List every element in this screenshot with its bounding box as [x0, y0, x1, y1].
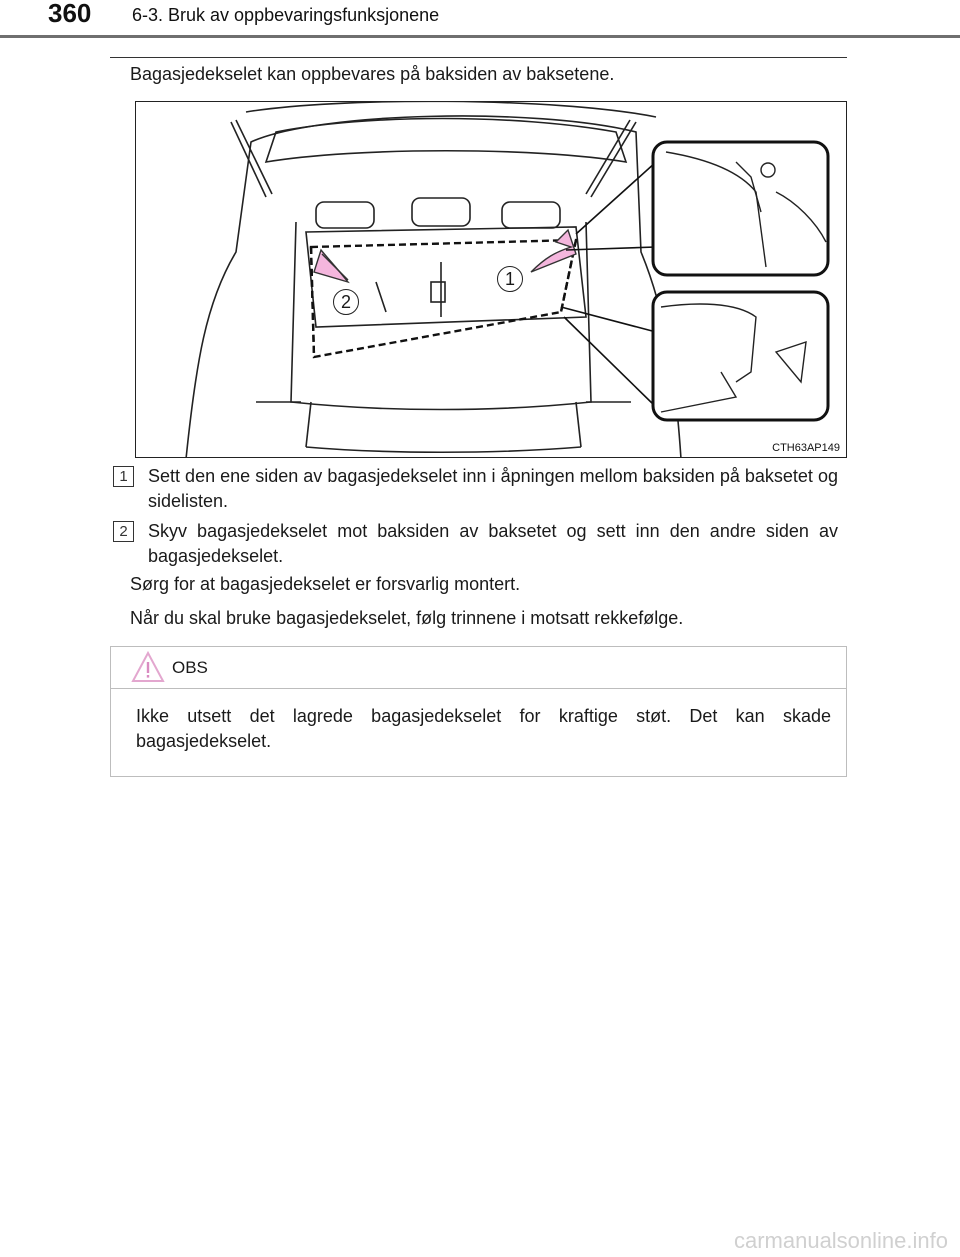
step-2	[113, 519, 843, 569]
caution-text: Ikke utsett det lagrede bagasjedekselet for kraftige støt. Det kan skade bagasjedekselet.	[136, 706, 831, 751]
step-text: Skyv bagasjedekselet mot baksiden av baksetet og sett inn den andre siden av bagasjedekselet.	[148, 521, 838, 566]
header-divider	[0, 35, 960, 38]
step-1	[113, 464, 843, 514]
step-number: 2	[113, 521, 134, 542]
intro-text: Bagasjedekselet kan oppbevares på baksiden av baksetene.	[130, 64, 615, 84]
step-number: 1	[113, 466, 134, 487]
page-number: 360	[48, 0, 92, 28]
step-text: Sett den ene siden av bagasjedekselet inn i åpningen mellom baksiden på baksetet og sidelisten.	[148, 466, 838, 511]
warning-triangle-icon	[131, 651, 165, 683]
note-paragraph: Når du skal bruke bagasjedekselet, følg trinnene i motsatt rekkefølge.	[130, 608, 684, 628]
section-title: 6-3. Bruk av oppbevaringsfunksjonene	[132, 5, 440, 25]
content-divider	[110, 57, 847, 58]
watermark: carmanualsonline.info	[733, 1228, 948, 1253]
page-header	[0, 0, 960, 40]
note-paragraph: Sørg for at bagasjedekselet er forsvarlig montert.	[130, 574, 521, 594]
callout-1: 1	[497, 266, 523, 292]
caution-box	[110, 646, 847, 777]
caution-header	[111, 647, 846, 689]
caution-label: OBS	[172, 658, 208, 677]
callout-2: 2	[333, 289, 359, 315]
car-trunk-drawing	[136, 102, 847, 458]
figure-code: CTH63AP149	[772, 442, 840, 454]
cargo-cover-illustration	[135, 101, 847, 458]
